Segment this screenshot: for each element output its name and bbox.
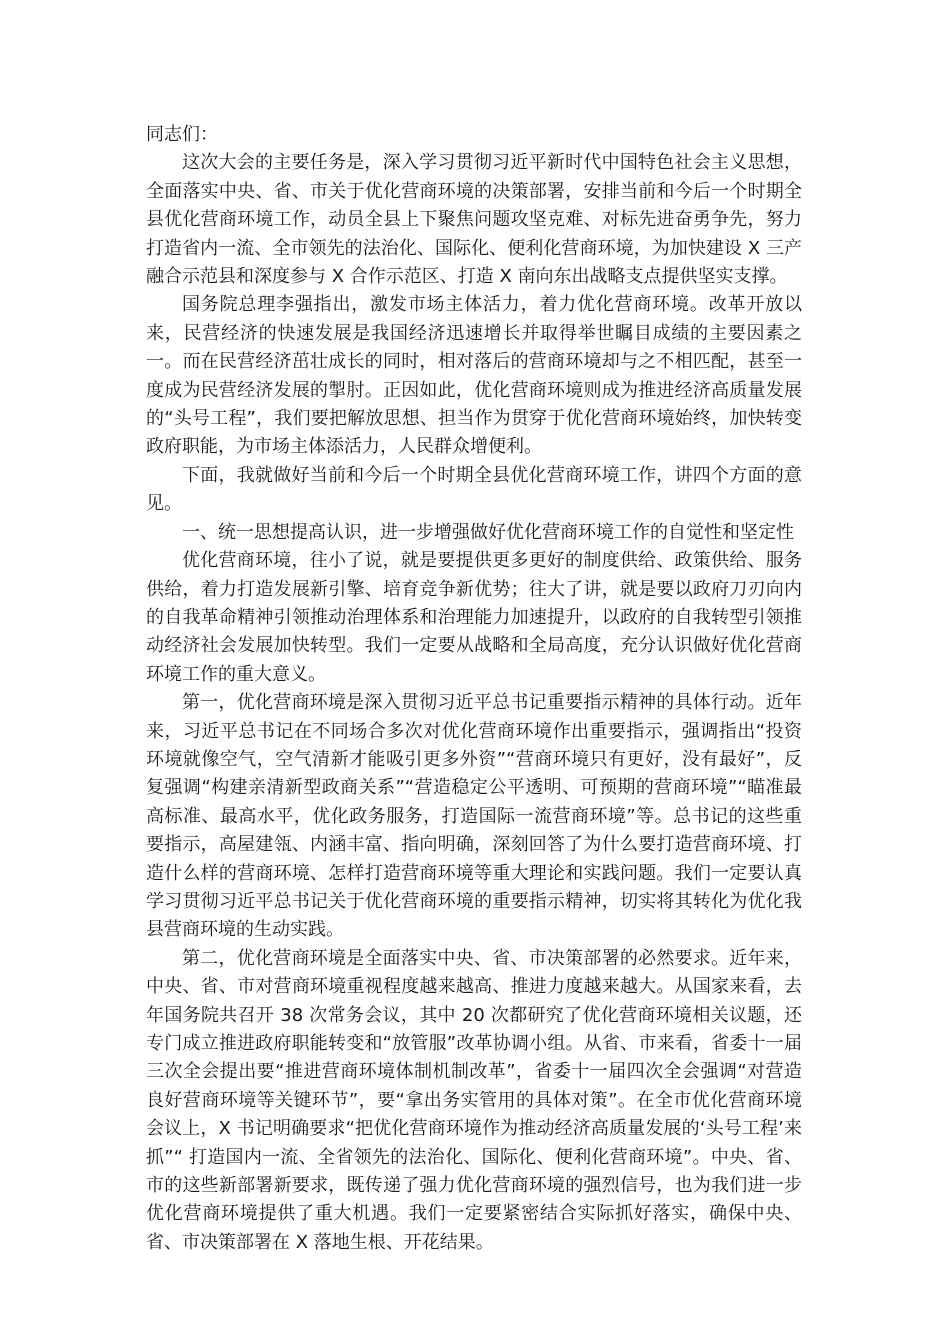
point-two-paragraph: 第二，优化营商环境是全面落实中央、省、市决策部署的必然要求。近年来，中央、省、市对营商环境重视程度越来越高、推进力度越来越大。从国家来看，去年国务院共召开 38 次常务会议，其中 20 次都研究了优化营商环境相关议题，还专门成立推进政府职能转变和“放管服”改革协调小组。从省、市来看，省委十一届三次全会提出要“推进营商环境体制机制改革”，省委十一届四次全会强调“对营造良好营商环境等关键环节”，要“拿出务实管用的具体对策”。在全市优化营商环境会议上，X 书记明确要求“把优化营商环境作为推动经济高质量发展的‘头号工程’来抓”“ 打造国内一流、全省领先的法治化、国际化、便利化营商环境”。中央、省、市的这些新部署新要求，既传递了强力优化营商环境的强烈信号，也为我们进一步优化营商环境提供了重大机遇。我们一定要紧密结合实际抓好落实，确保中央、省、市决策部署在 X 落地生根、开花结果。	[146, 947, 802, 1253]
document-page	[146, 121, 802, 1257]
intro-paragraph: 这次大会的主要任务是，深入学习贯彻习近平新时代中国特色社会主义思想，全面落实中央、省、市关于优化营商环境的决策部署，安排当前和今后一个时期全县优化营商环境工作，动员全县上下聚焦问题攻坚克难、对标先进奋勇争先，努力打造省内一流、全市领先的法治化、国际化、便利化营商环境，为加快建设 X 三产融合示范县和深度参与 X 合作示范区、打造 X 南向东出战略支点提供坚实支撑。	[146, 152, 802, 288]
salutation: 同志们：	[146, 124, 218, 145]
point-one-paragraph: 第一，优化营商环境是深入贯彻习近平总书记重要指示精神的具体行动。近年来，习近平总书记在不同场合多次对优化营商环境作出重要指示，强调指出“投资环境就像空气，空气清新才能吸引更多外资”“营商环境只有更好，没有最好”，反复强调“构建亲清新型政商关系”“营造稳定公平透明、可预期的营商环境”“瞄准最高标准、最高水平，优化政务服务，打造国际一流营商环境”等。总书记的这些重要指示，高屋建瓴、内涵丰富、指向明确，深刻回答了为什么要打造营商环境、打造什么样的营商环境、怎样打造营商环境等重大理论和实践问题。我们一定要认真学习贯彻习近平总书记关于优化营商环境的重要指示精神，切实将其转化为优化我县营商环境的生动实践。	[146, 692, 802, 941]
outline-paragraph: 下面，我就做好当前和今后一个时期全县优化营商环境工作，讲四个方面的意见。	[146, 464, 802, 515]
body-paragraph: 优化营商环境，往小了说，就是要提供更多更好的制度供给、政策供给、服务供给，着力打造发展新引擎、培育竞争新优势；往大了讲，就是要以政府刀刃向内的自我革命精神引领推动治理体系和治理能力加速提升，以政府的自我转型引领推动经济社会发展加快转型。我们一定要从战略和全局高度，充分认识做好优化营商环境工作的重大意义。	[146, 550, 802, 685]
premier-quote-paragraph: 国务院总理李强指出，激发市场主体活力，着力优化营商环境。改革开放以来，民营经济的快速发展是我国经济迅速增长并取得举世瞩目成绩的主要因素之一。而在民营经济茁壮成长的同时，相对落后的营商环境却与之不相匹配，甚至一度成为民营经济发展的掣肘。正因如此，优化营商环境则成为推进经济高质量发展的“头号工程”，我们要把解放思想、担当作为贯穿于优化营商环境始终，加快转变政府职能，为市场主体添活力，人民群众增便利。	[146, 294, 802, 458]
section-heading: 一、统一思想提高认识，进一步增强做好优化营商环境工作的自觉性和坚定性	[182, 521, 794, 543]
